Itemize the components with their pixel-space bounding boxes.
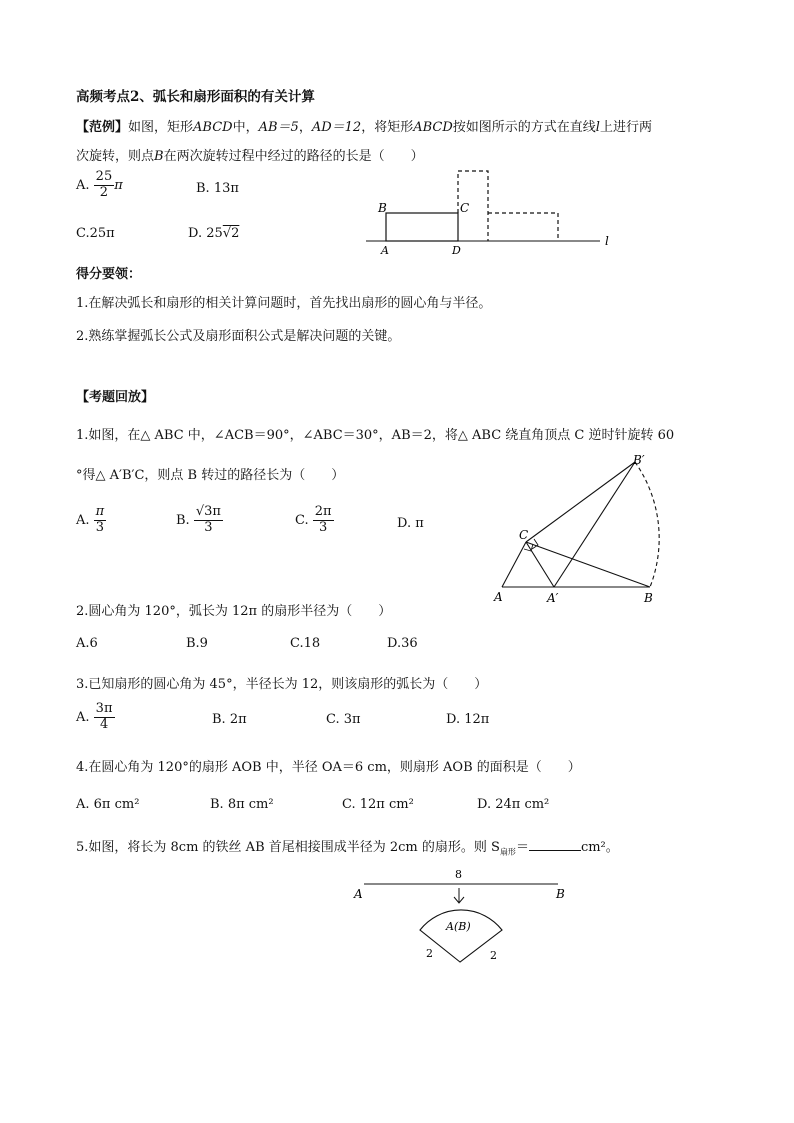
q2-option-a: A.6 [76, 636, 98, 651]
q1-line-2: °得△ A′B′C，则点 B 转过的路径长为（ ） [76, 468, 345, 483]
label-b-prime: B′ [633, 453, 645, 467]
q2-text: 2.圆心角为 120°，弧长为 12π 的扇形半径为（ ） [76, 604, 392, 619]
review-title: 【考题回放】 [76, 390, 155, 405]
label-a: A [354, 887, 363, 901]
segment-a-prime-b-prime [554, 462, 635, 587]
q3-option-d: D. 12π [446, 712, 490, 727]
scoring-title: 得分要领： [76, 267, 142, 282]
rectangle-rotation-figure [360, 165, 620, 260]
q2-option-b: B.9 [186, 636, 208, 651]
label-radius-right: 2 [490, 949, 497, 962]
example-option-c: C.25π [76, 226, 115, 241]
q4-option-a: A. 6π cm² [76, 797, 140, 812]
q3-option-b: B. 2π [212, 712, 247, 727]
q3-text: 3.已知扇形的圆心角为 45°，半径长为 12，则该扇形的弧长为（ ） [76, 677, 488, 692]
q1-line-1: 1.如图，在△ ABC 中，∠ACB＝90°，∠ABC＝30°，AB＝2，将△ ABC 绕直角顶点 C 逆时针旋转 60 [76, 428, 675, 443]
label-c: C [460, 201, 470, 215]
q4-text: 4.在圆心角为 120°的扇形 AOB 中，半径 OA＝6 cm，则扇形 AOB 的面积是（ ） [76, 760, 581, 775]
label-a: A [381, 244, 389, 257]
label-c: C [519, 528, 529, 542]
label-a: A [494, 590, 503, 604]
fraction: $\frac{25}{2}$ [95, 169, 113, 200]
answer-blank [529, 838, 581, 851]
label-b: B [378, 201, 387, 215]
rotation-arc [635, 462, 659, 587]
label-d: D [452, 244, 461, 257]
segment-cb [526, 542, 650, 587]
q1-option-a: A. $\frac{\pi}{3}$ [76, 504, 105, 535]
q4-option-c: C. 12π cm² [342, 797, 414, 812]
q2-option-d: D.36 [387, 636, 418, 651]
q1-option-d: D. π [397, 516, 424, 531]
label-radius-left: 2 [426, 947, 433, 960]
example-option-d: D. 25√2 [188, 226, 240, 241]
segment-ac [502, 542, 526, 587]
label-b: B [556, 887, 565, 901]
segment-cb-prime [526, 462, 635, 542]
q4-option-d: D. 24π cm² [477, 797, 550, 812]
label-l: l [605, 234, 609, 248]
scoring-point-1: 1.在解决弧长和扇形的相关计算问题时，首先找出扇形的圆心角与半径。 [76, 296, 492, 311]
label-length: 8 [455, 868, 462, 881]
q4-option-b: B. 8π cm² [210, 797, 274, 812]
q3-option-c: C. 3π [326, 712, 361, 727]
example-option-a: A. $\frac{25}{2}$ π [76, 169, 123, 200]
label-b: B [644, 591, 653, 605]
example-option-b: B. 13π [196, 181, 239, 196]
q1-option-c: C. $\frac{2\pi}{3}$ [295, 504, 332, 535]
label-ab: A(B) [446, 920, 471, 933]
q1-option-b: B. $\frac{√3\pi}{3}$ [176, 504, 221, 535]
scoring-point-2: 2.熟练掌握弧长公式及扇形面积公式是解决问题的关键。 [76, 329, 401, 344]
rectangle-rotated-2 [488, 213, 558, 241]
q2-option-c: C.18 [290, 636, 321, 651]
rectangle-abcd [386, 213, 458, 241]
q3-option-a: A. $\frac{3\pi}{4}$ [76, 701, 113, 732]
example-line-2: 次旋转，则点B在两次旋转过程中经过的路径的长是（ ） [76, 149, 424, 164]
wire-sector-figure [340, 860, 580, 970]
q5-text: 5.如图，将长为 8cm 的铁丝 AB 首尾相接围成半径为 2cm 的扇形。则 $S_{扇形}= cm^2$。 [76, 840, 619, 857]
example-tag: 【范例】 [76, 120, 129, 135]
triangle-rotation-figure [488, 450, 688, 610]
example-line-1: 【范例】如图，矩形ABCD中，AB＝5，AD＝12，将矩形ABCD按如图所示的方式在直线l上进行两 [76, 120, 652, 135]
label-a-prime: A′ [547, 591, 559, 605]
segment-ca-prime [526, 542, 554, 587]
section-title: 高频考点2、弧长和扇形面积的有关计算 [76, 89, 315, 105]
